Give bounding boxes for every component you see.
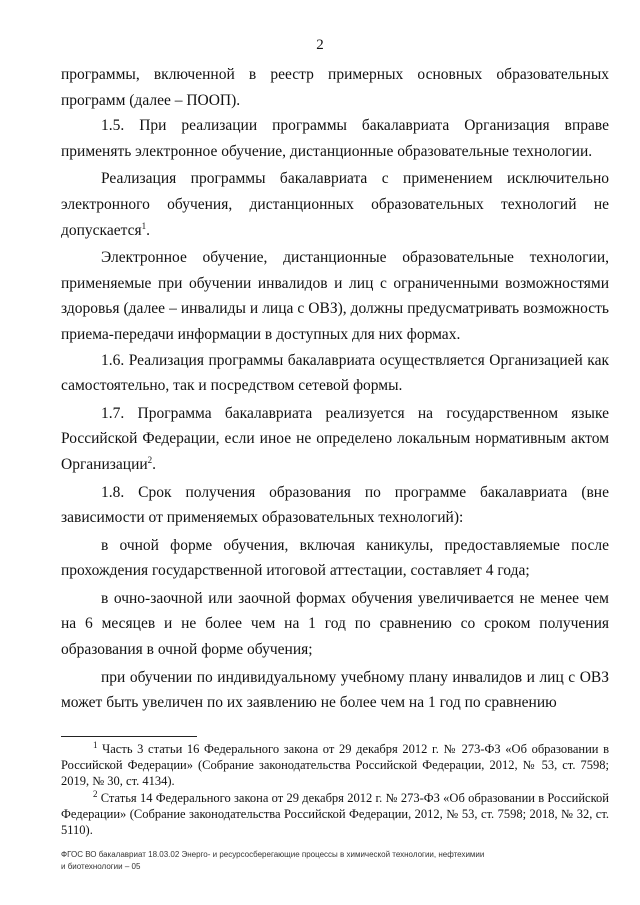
footnote-1-text: Часть 3 статьи 16 Федерального закона от 29 декабря 2012 г. № 273-ФЗ «Об образовании в Российской Федерации» (Собрание законодательства Российской Федерации, 2012, № 53, ст. 7598; 2019, № 30, ст. 4134). (61, 742, 609, 789)
paragraph-1-5 (61, 113, 609, 164)
document-code-line-2: и биотехнологии – 05 (61, 862, 141, 871)
paragraph-1-8-text: 1.8. Срок получения образования по программе бакалавриата (вне зависимости от применяемых образовательных технологий): (61, 483, 609, 527)
document-code-line-1: ФГОС ВО бакалавриат 18.03.02 Энерго- и ресурсосберегающие процессы в химической технологии, нефтехимии (61, 850, 485, 859)
paragraph-1-7 (61, 401, 609, 478)
paragraph-1-6 (61, 348, 609, 399)
footnote-mark-2: 2 (93, 788, 98, 799)
footnote-2-text: Статья 14 Федерального закона от 29 декабря 2012 г. № 273-ФЗ «Об образовании в Российской Федерации» (Собрание законодательства Российской Федерации, 2012, № 53, ст. 7598; 2018, № 32, ст. 5110). (61, 790, 609, 838)
paragraph-full-time (61, 533, 609, 584)
paragraph-1-5-text: 1.5. При реализации программы бакалавриата Организация вправе применять электронное обучение, дистанционные образовательные технологии. (61, 117, 609, 160)
paragraph-individual-plan (61, 665, 609, 716)
paragraph-1-6-text: 1.6. Реализация программы бакалавриата осуществляется Организацией как самостоятельно, так и посредством сетевой формы. (61, 351, 609, 395)
paragraph-end-punct: . (152, 455, 157, 473)
paragraph-part-time (61, 586, 609, 663)
page-number: 2 (316, 37, 324, 53)
paragraph-distance-learning-restriction-text: Реализация программы бакалавриата с применением исключительно электронного обучения, дистанционных образовательных технологий не допускается (61, 170, 609, 239)
paragraph-ovz-forms-text: Электронное обучение, дистанционные образовательные технологии, применяемые при обучении инвалидов и лиц с ограниченными возможностями здоровья (далее – инвалиды и лица с ОВЗ), должны предусматривать возможность приема-передачи информации в доступных для них формах. (61, 249, 609, 343)
document-code-footer (61, 849, 581, 873)
footnote-divider (61, 736, 197, 737)
paragraph-individual-plan-text: при обучении по индивидуальному учебному плану инвалидов и лиц с ОВЗ может быть увеличен по их заявлению не более чем на 1 год по сравнению (61, 668, 609, 712)
paragraph-1-text: программы, включенной в реестр примерных основных образовательных программ (далее – ПООП). (61, 66, 609, 109)
paragraph-distance-learning-restriction (61, 166, 609, 243)
footnote-ref-2[interactable]: 2 (147, 454, 153, 465)
paragraph-1 (61, 62, 609, 113)
document-body (61, 62, 609, 716)
footnote-ref-1[interactable]: 1 (141, 220, 147, 231)
paragraph-part-time-text: в очно-заочной или заочной формах обучения увеличивается не менее чем на 6 месяцев и не более чем на 1 год по сравнению со сроком получения образования в очной форме обучения; (61, 589, 609, 659)
paragraph-full-time-text: в очной форме обучения, включая каникулы, предоставляемые после прохождения государственной итоговой аттестации, составляет 4 года; (61, 536, 609, 580)
paragraph-1-8 (61, 480, 609, 531)
paragraph-end-punct: . (146, 221, 150, 239)
footnote-2 (61, 790, 609, 839)
footnote-1 (61, 741, 609, 790)
footnotes (61, 741, 609, 838)
paragraph-ovz-forms (61, 245, 609, 347)
paragraph-1-7-text: 1.7. Программа бакалавриата реализуется на государственном языке Российской Федерации, если иное не определено локальным нормативным актом Организации (61, 404, 609, 473)
footnote-mark-1: 1 (93, 739, 98, 750)
